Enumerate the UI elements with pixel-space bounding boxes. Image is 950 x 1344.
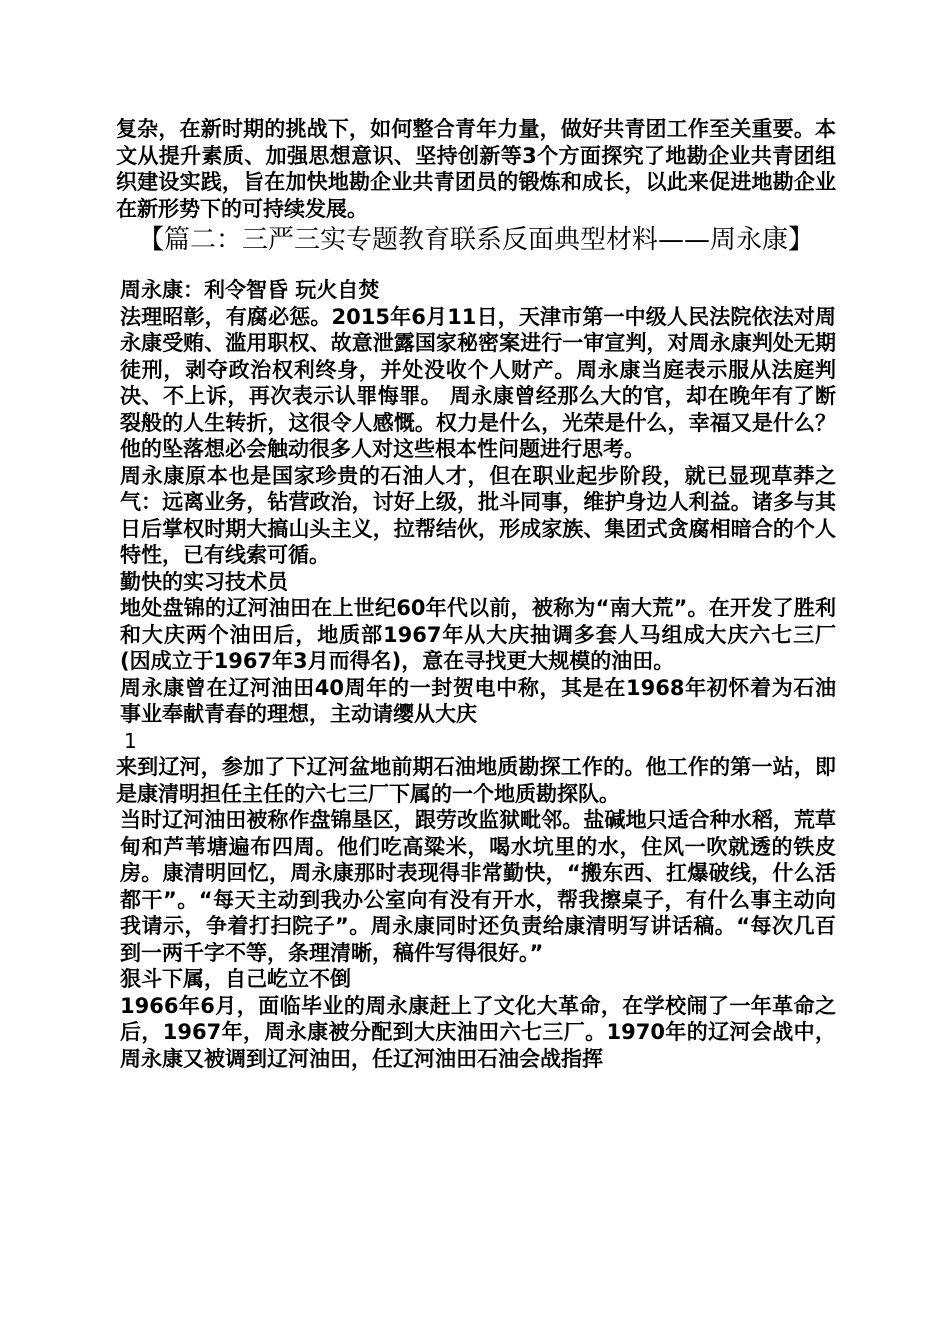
intro-paragraph: 复杂，在新时期的挑战下，如何整合青年力量，做好共青团工作至关重要。本文从提升素质、加强思想意识、坚持创新等3个方面探究了地勘企业共青团组织建设实践，旨在加快地勘企业共青团员的锻炼和成长，以此来促进地勘企业在新形势下的可持续发展。 (116, 117, 836, 221)
paragraph-6: 当时辽河油田被称作盘锦垦区，跟劳改监狱毗邻。盐碱地只适合种水稻，荒草甸和芦苇塘遍布四周。他们吃高粱米，喝水坑里的水，住风一吹就透的铁皮房。康清明回忆，周永康那时表现得非常勤快，“搬东西、扛爆破线，什么活都干”。“每天主动到我办公室向有没有开水，帮我擦桌子，有什么事主动向我请示，争着打扫院子”。周永康同时还负责给康清明写讲话稿。“每次几百到一两千字不等，条理清晰，稿件写得很好。” (120, 808, 836, 965)
page-number: 1 (124, 728, 137, 753)
heading-2: 勤快的实习技术员 (120, 569, 288, 594)
paragraph-2: 周永康原本也是国家珍贵的石油人才，但在职业起步阶段，就已显现草莽之气：远离业务，钻营政治，讨好上级，批斗同事，维护身边人利益。诸多与其日后掌权时期大搞山头主义，拉帮结伙，形成家族、集团式贪腐相暗合的个人特性，已有线索可循。 (120, 463, 836, 567)
paragraph-5: 来到辽河，参加了下辽河盆地前期石油地质勘探工作的。他工作的第一站，即是康清明担任主任的六七三厂下属的一个地质勘探队。 (116, 755, 836, 806)
document-page (116, 116, 836, 1072)
paragraph-4: 周永康曾在辽河油田40周年的一封贺电中称，其是在1968年初怀着为石油事业奉献青春的理想，主动请缨从大庆 (120, 675, 836, 726)
paragraph-1: 法理昭彰，有腐必惩。2015年6月11日，天津市第一中级人民法院依法对周永康受贿、滥用职权、故意泄露国家秘密案进行一审宣判，对周永康判处无期徒刑，剥夺政治权利终身，并处没收个人财产。周永康当庭表示服从法庭判决、不上诉，再次表示认罪悔罪。 周永康曾经那么大的官，却在晚年有了断裂般的人生转折，这很令人感慨。权力是什么，光荣是什么，幸福又是什么？他的坠落想必会触动很多人对这些根本性问题进行思考。 (120, 304, 836, 461)
heading-3: 狠斗下属，自己屹立不倒 (120, 967, 351, 991)
section-title: 【篇二：三严三实专题教育联系反面典型材料——周永康】 (137, 225, 814, 255)
paragraph-3: 地处盘锦的辽河油田在上世纪60年代以前，被称为“南大荒”。在开发了胜利和大庆两个油田后，地质部1967年从大庆抽调多套人马组成大庆六七三厂(因成立于1967年3月而得名)，意在寻找更大规模的油田。 (120, 596, 836, 673)
heading-1: 周永康：利令智昏 玩火自焚 (120, 278, 380, 302)
paragraph-7: 1966年6月，面临毕业的周永康赶上了文化大革命，在学校闹了一年革命之后，1967年，周永康被分配到大庆油田六七三厂。1970年的辽河会战中，周永康又被调到辽河油田，任辽河油田石油会战指挥 (120, 993, 836, 1071)
